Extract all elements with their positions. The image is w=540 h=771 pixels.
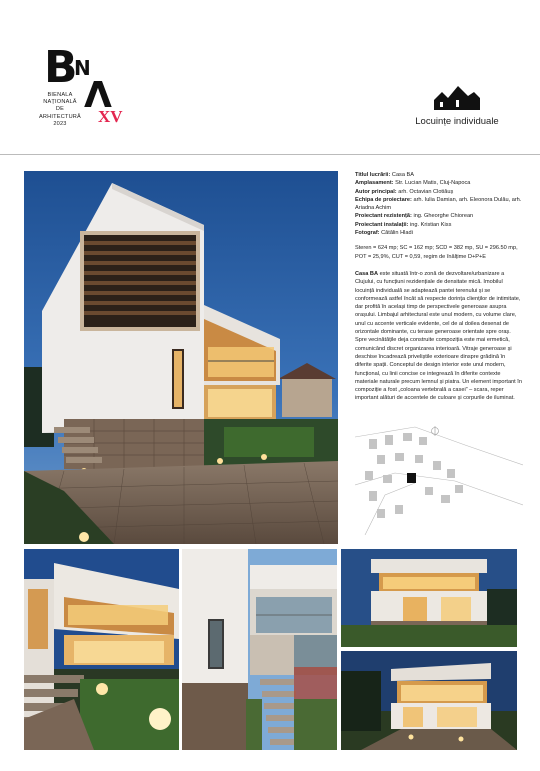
- photo-facade-stairs: [182, 549, 337, 750]
- info-photographer: Fotograf: Cătălin Hladi: [355, 230, 413, 237]
- logo-line: BIENALA: [47, 92, 73, 98]
- site-plan-diagram: [355, 425, 523, 535]
- bna-logo: [30, 44, 130, 140]
- logo-line: DE: [55, 106, 65, 113]
- main-photo-house-dusk: [24, 171, 338, 544]
- logo-line: NAȚIONALĂ: [43, 99, 77, 106]
- photo-exterior-dusk: [341, 549, 517, 647]
- photo-terrace-garden: [24, 549, 179, 750]
- info-location: Amplasament: Str. Lucian Matis, Cluj-Napoca: [355, 180, 471, 187]
- house-silhouette-icon: [434, 86, 480, 110]
- info-stats: Steren = 624 mp; SC = 162 mp; SCD = 382 mp, SU = 296.50 mp, POT = 25,9%, CUT = 0,59, regim de înălțime D+P+E: [355, 245, 518, 260]
- header-divider: [0, 154, 540, 155]
- project-description: Casa BA este situată într-o zonă de dezvoltare/urbanizare a Clujului, cu funcțiuni rezidențiale de densitate mică. Imobilul locuință individuală se adaptează pantei terenului și se conformează astfel încât să respecte dorința clienților de intimitate, dar profită în același timp de perspectivele generoase asupra orașului. Limbajul arhitectural este unul modern, cu volume clare, unul cu accente verticale evidente, cel de al doilea desenat de orizontale dominante, cu terase generoase orientate spre oraș. Spre vecinătățile deja construite compoziția este mai ermetică, comunicând discret organizarea interioară. Vitraje generoase și deschise încadrează priveliștile exterioare dinspre grădină în diferite spații. Conceptul de design interior este unul modern, funcțional, cu linii concise ce integrează în diferite contexte materiale naturale precum lemnul și piatra. Un element important în compoziție a fost „coloana vertebrală a casei” – scara, reper important alături de accentele de culoare și corpurile de iluminat.: [355, 270, 522, 402]
- info-lead-author: Autor principal: arh. Octavian Clotiăuș: [355, 188, 454, 195]
- info-title: Titlul lucrării: Casa BA: [355, 172, 414, 178]
- project-footprint: [407, 473, 416, 483]
- logo-letter-n: N: [74, 56, 91, 80]
- info-design-team: Echipa de proiectare: arh. Iulia Damian, arh. Eleonora Dulău, arh. Ariadna Achim: [355, 196, 522, 212]
- logo-letter-b: B: [44, 42, 76, 93]
- logo-line: 2023: [53, 120, 67, 127]
- project-info: [355, 171, 523, 403]
- photo-garden-night: [341, 651, 517, 750]
- logo-caption: [30, 92, 90, 128]
- info-structural: Proiectant rezistență: ing. Gheorghe Chiorean: [355, 213, 474, 220]
- logo-line: ARHITECTURĂ: [39, 113, 81, 120]
- info-installations: Proiectant instalații: ing. Kristian Kiss: [355, 221, 452, 228]
- category-badge: [402, 86, 512, 127]
- category-label: Locuințe individuale: [415, 116, 499, 127]
- logo-edition: XV: [98, 107, 123, 126]
- logo-letter-a: V: [84, 72, 112, 113]
